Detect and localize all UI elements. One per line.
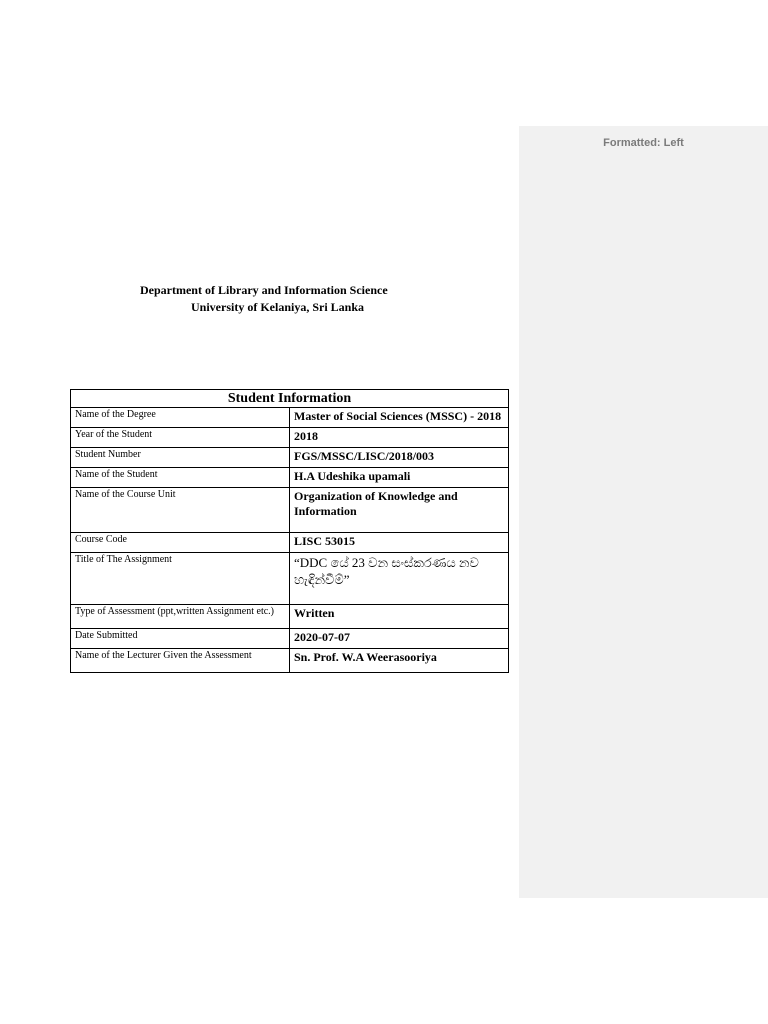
row-label-date-submitted: Date Submitted — [71, 629, 290, 649]
row-value-assignment-title: “DDC යේ 23 වන සංස්කරණය නව හැඳින්වීම්” — [290, 553, 509, 605]
row-value-student-name: H.A Udeshika upamali — [290, 468, 509, 488]
row-label-degree: Name of the Degree — [71, 408, 290, 428]
row-label-assessment-type: Type of Assessment (ppt,written Assignment etc.) — [71, 605, 290, 629]
row-value-course-unit: Organization of Knowledge and Information — [290, 488, 509, 533]
row-label-course-unit: Name of the Course Unit — [71, 488, 290, 533]
university-name: University of Kelaniya, Sri Lanka — [191, 300, 365, 314]
row-value-year: 2018 — [290, 428, 509, 448]
document-header — [70, 282, 488, 316]
table-row — [71, 605, 509, 629]
row-value-date-submitted: 2020-07-07 — [290, 629, 509, 649]
row-label-course-code: Course Code — [71, 533, 290, 553]
department-name: Department of Library and Information Science — [140, 283, 388, 297]
table-title-row — [71, 390, 509, 408]
table-row — [71, 533, 509, 553]
table-row — [71, 408, 509, 428]
table-row — [71, 468, 509, 488]
student-info-table — [70, 389, 509, 673]
comment-pane-label: Formatted: Left — [603, 137, 684, 149]
row-value-course-code: LISC 53015 — [290, 533, 509, 553]
row-value-lecturer: Sn. Prof. W.A Weerasooriya — [290, 649, 509, 673]
table-row — [71, 649, 509, 673]
table-row — [71, 428, 509, 448]
row-value-student-number: FGS/MSSC/LISC/2018/003 — [290, 448, 509, 468]
row-label-assignment-title: Title of The Assignment — [71, 553, 290, 605]
row-label-year: Year of the Student — [71, 428, 290, 448]
table-row — [71, 448, 509, 468]
table-row — [71, 553, 509, 605]
comment-pane — [519, 126, 768, 898]
row-label-student-number: Student Number — [71, 448, 290, 468]
table-row — [71, 488, 509, 533]
row-value-degree: Master of Social Sciences (MSSC) - 2018 — [290, 408, 509, 428]
table-row — [71, 629, 509, 649]
row-label-student-name: Name of the Student — [71, 468, 290, 488]
table-title: Student Information — [71, 390, 509, 408]
row-label-lecturer: Name of the Lecturer Given the Assessment — [71, 649, 290, 673]
row-value-assessment-type: Written — [290, 605, 509, 629]
